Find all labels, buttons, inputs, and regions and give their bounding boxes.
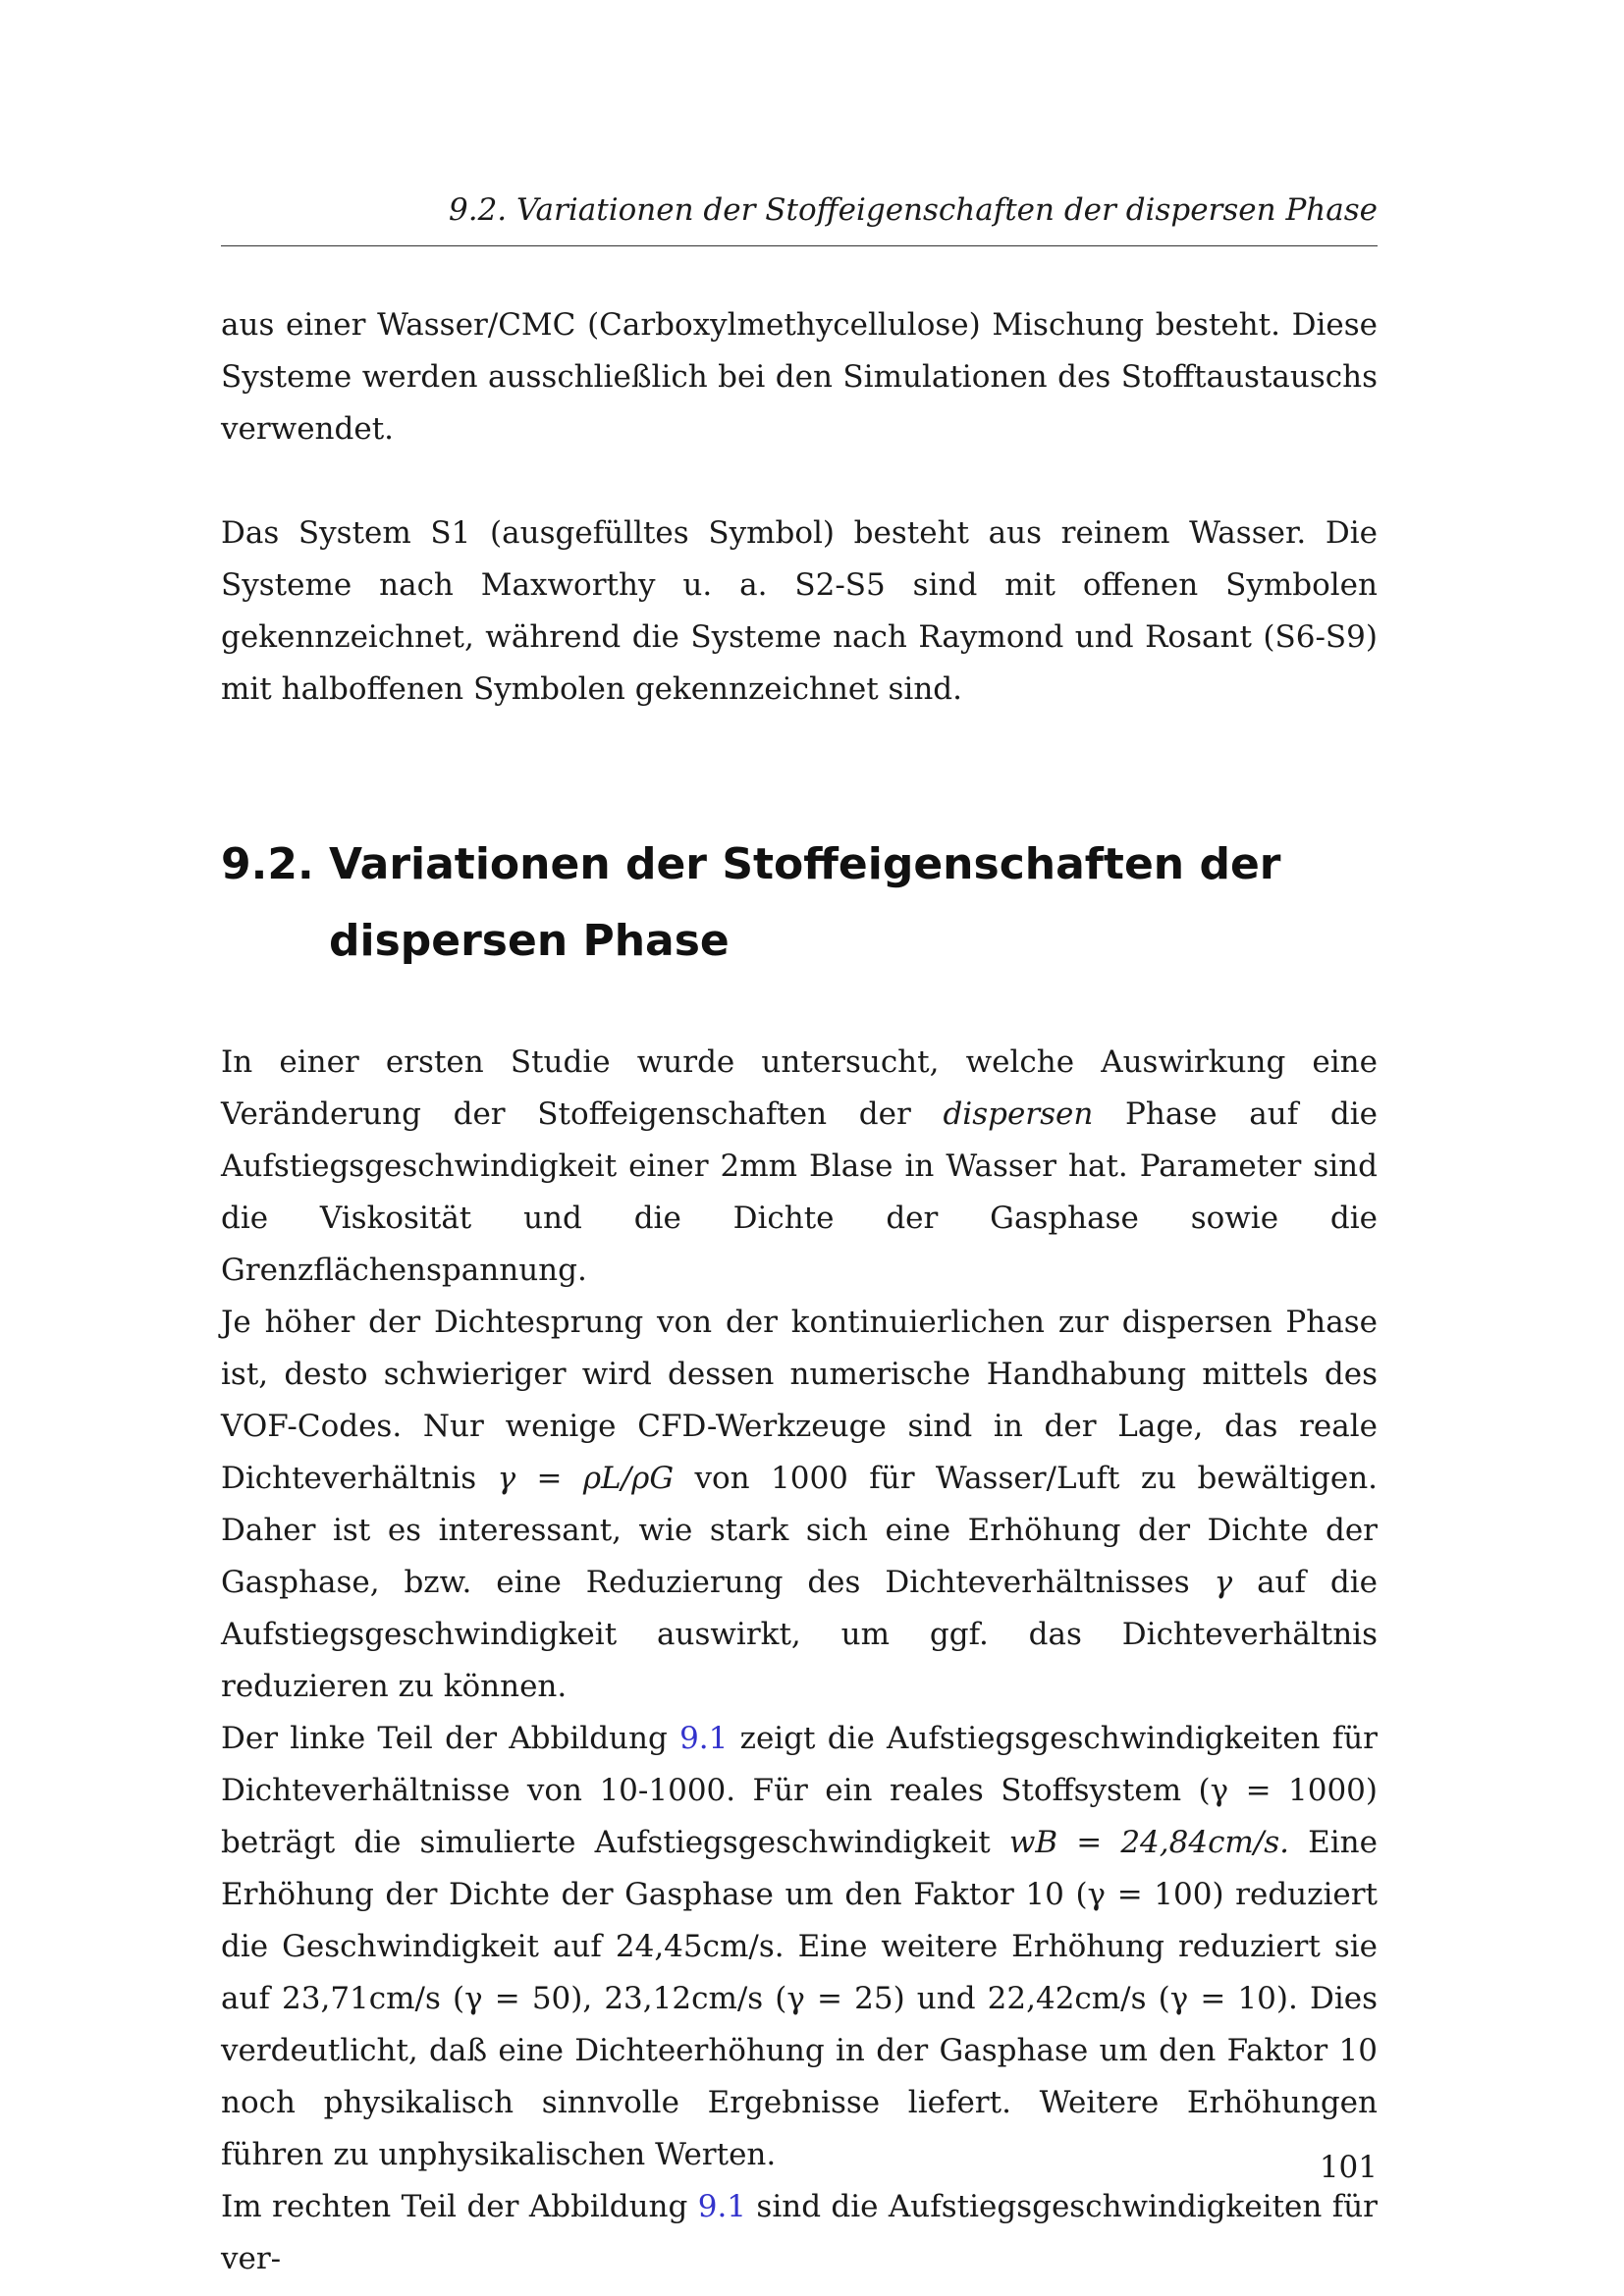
page-body xyxy=(221,299,1378,2285)
figure-reference-link[interactable]: 9.1 xyxy=(679,1721,729,1756)
paragraph: Im rechten Teil der Abbildung 9.1 sind die Aufstiegsgeschwindigkeiten für ver- xyxy=(221,2189,1378,2276)
figure-reference-link[interactable]: 9.1 xyxy=(697,2189,747,2224)
paragraph: aus einer Wasser/CMC (Carboxylmethycellulose) Mischung besteht. Diese Systeme werden ausschließlich bei den Simulationen des Stofftaustauschs verwendet. xyxy=(221,307,1378,447)
equation: γ xyxy=(1214,1565,1233,1600)
section-heading xyxy=(221,827,1378,980)
paragraph: Je höher der Dichtesprung von der kontinuierlichen zur dispersen Phase ist, desto schwieriger wird dessen numerische Handhabung mittels des VOF-Codes. Nur wenige CFD-Werkzeuge sind in der Lage, das reale Dichteverhältnis γ = ρL/ρG von 1000 für Wasser/Luft zu bewältigen. Daher ist es interessant, wie stark sich eine Erhöhung der Dichte der Gasphase, bzw. eine Reduzierung des Dichteverhältnisses γ auf die Aufstiegsgeschwindigkeit auswirkt, um ggf. das Dichteverhältnis reduzieren zu können. xyxy=(221,1305,1379,1704)
paragraph: Der linke Teil der Abbildung 9.1 zeigt die Aufstiegsgeschwindigkeiten für Dichteverhältnisse von 10-1000. Für ein reales Stoffsystem (γ = 1000) beträgt die simulierte Aufstiegsgeschwindigkeit wB = 24,84cm/s. Eine Erhöhung der Dichte der Gasphase um den Faktor 10 (γ = 100) reduziert die Geschwindigkeit auf 24,45cm/s. Eine weitere Erhöhung reduziert sie auf 23,71cm/s (γ = 50), 23,12cm/s (γ = 25) und 22,42cm/s (γ = 10). Dies verdeutlicht, daß eine Dichteerhöhung in der Gasphase um den Faktor 10 noch physikalisch sinnvolle Ergebnisse liefert. Weitere Erhöhungen führen zu unphysikalischen Werten. xyxy=(221,1721,1379,2172)
paragraph: In einer ersten Studie wurde untersucht, welche Auswirkung eine Veränderung der Stoffeigenschaften der dispersen Phase auf die Aufstiegsgeschwindigkeit einer 2mm Blase in Wasser hat. Parameter sind die Viskosität und die Dichte der Gasphase sowie die Grenzflächenspannung. xyxy=(221,1044,1378,1288)
emphasis: dispersen xyxy=(943,1096,1094,1132)
header-rule xyxy=(221,245,1378,246)
running-header: 9.2. Variationen der Stoffeigenschaften der dispersen Phase xyxy=(449,192,1378,228)
section-number: 9.2. xyxy=(221,839,314,889)
paragraph: Das System S1 (ausgefülltes Symbol) besteht aus reinem Wasser. Die Systeme nach Maxworthy u. a. S2-S5 sind mit offenen Symbolen gekennzeichnet, während die Systeme nach Raymond und Rosant (S6-S9) mit halboffenen Symbolen gekennzeichnet sind. xyxy=(221,515,1378,707)
equation: γ = ρL/ρG xyxy=(497,1461,675,1496)
equation: wB = 24,84cm/s. xyxy=(1008,1825,1290,1860)
page-number: 101 xyxy=(1319,2150,1378,2185)
section-title: Variationen der Stoffeigenschaften der dispersen Phase xyxy=(329,839,1281,966)
